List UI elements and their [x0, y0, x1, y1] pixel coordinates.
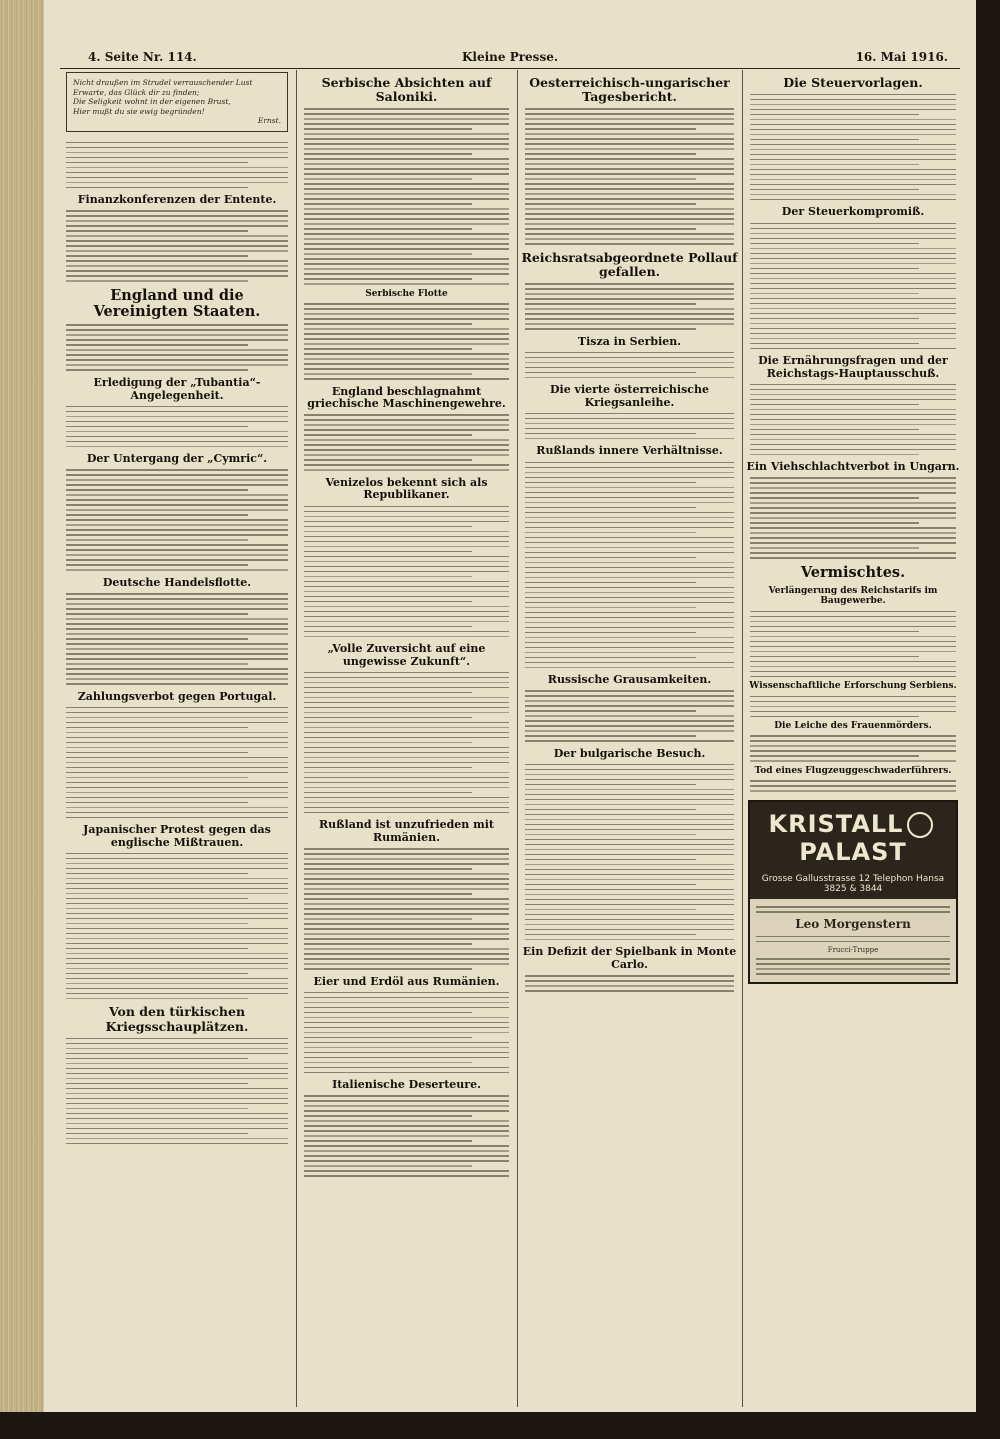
column-2 [300, 70, 513, 1407]
article-headline: Die Ernährungsfragen und der Reichstags-Hauptausschuß. [758, 354, 948, 380]
article-text [304, 414, 509, 471]
column-4 [746, 70, 960, 1407]
ad-logo [750, 802, 956, 872]
article-headline: Der bulgarische Besuch. [553, 746, 706, 760]
article-headline: Serbische Absichten auf Saloniki. [321, 75, 492, 105]
article-headline: Venizelos bekennt sich als Republikaner. [325, 475, 488, 502]
article-headline: England und die Vereinigten Staaten. [93, 286, 261, 321]
article-text [304, 303, 509, 380]
article-headline: Die Steuervorlagen. [783, 75, 923, 90]
article-text [66, 707, 288, 819]
article-text [66, 142, 288, 189]
article-headline: Die Leiche des Frauenmörders. [774, 721, 932, 731]
poem-author: Ernst. [257, 116, 281, 125]
column-divider [296, 70, 297, 1407]
page-edge-shadow [0, 1412, 1000, 1439]
ad-performer: Leo Morgenstern [795, 917, 911, 932]
header-rule [60, 68, 960, 69]
article-text [66, 593, 288, 685]
article-text [66, 324, 288, 371]
article-text [750, 735, 956, 762]
issue-date: 16. Mai 1916. [855, 50, 948, 64]
article-headline: Japanischer Protest gegen das englische Mißtrauen. [83, 823, 271, 849]
article-text [66, 469, 288, 571]
article-headline: Ein Defizit der Spielbank in Monte Carlo. [522, 945, 737, 971]
column-divider [517, 70, 518, 1407]
article-headline: Oesterreichisch-ungarischer Tagesbericht. [529, 75, 730, 105]
article-text [525, 283, 734, 330]
article-headline: Verlängerung des Reichstarifs im Baugewerbe. [768, 585, 938, 607]
article-text [525, 462, 734, 669]
ad-body [750, 899, 956, 983]
article-text [525, 975, 734, 992]
article-text [525, 413, 734, 440]
column-3 [521, 70, 738, 1407]
article-text [750, 223, 956, 350]
article-text [304, 108, 509, 285]
article-headline: Der Untergang der „Cymric“. [86, 452, 268, 466]
ad-logo-emblem [907, 812, 933, 838]
poem-line: Nicht draußen im Strudel verrauschender Lust [73, 78, 253, 87]
article-text [304, 848, 509, 970]
column-divider [742, 70, 743, 1407]
poem-box [66, 72, 288, 132]
article-text [750, 696, 956, 718]
article-text [304, 1095, 509, 1177]
article-text [750, 384, 956, 456]
article-headline: Ein Viehschlachtverbot in Ungarn. [746, 460, 960, 474]
article-text [525, 108, 734, 245]
article-text [750, 780, 956, 792]
newspaper-name: Kleine Presse. [461, 50, 559, 64]
article-text [525, 690, 734, 742]
article-headline: Von den türkischen Kriegsschauplätzen. [105, 1004, 249, 1034]
article-text [750, 477, 956, 559]
article-text [66, 406, 288, 448]
article-headline: Wissenschaftliche Erforschung Serbiens. [749, 681, 957, 692]
article-text [750, 611, 956, 678]
article-headline: Reichsratsabgeordnete Pollauf gefallen. [521, 249, 738, 280]
article-headline: Der Steuerkompromiß. [781, 205, 925, 219]
article-text [750, 94, 956, 201]
page-number: 4. Seite Nr. 114. [88, 50, 197, 64]
article-headline: Erledigung der „Tubantia“-Angelegenheit. [93, 375, 261, 402]
article-text [525, 352, 734, 379]
article-headline: Zahlungsverbot gegen Portugal. [77, 689, 277, 703]
article-text [66, 1038, 288, 1145]
ad-address: Grosse Gallusstrasse 12 Telephon Hansa 3825 & 3844 [750, 872, 956, 899]
article-text [66, 210, 288, 282]
article-headline: Vermischtes. [800, 563, 906, 581]
poem-line: Die Seligkeit wohnt in der eigenen Brust, [73, 97, 231, 106]
ad-logo-right: PALAST [799, 837, 907, 866]
article-text [66, 853, 288, 1000]
article-headline: Russische Grausamkeiten. [547, 673, 712, 687]
article-text [525, 764, 734, 941]
article-headline: Rußland ist unzufrieden mit Rumänien. [319, 818, 494, 845]
article-headline: „Volle Zuversicht auf eine ungewisse Zukunft“. [327, 642, 486, 668]
article-headline: Deutsche Handelsflotte. [102, 575, 252, 589]
page-edge-shadow [976, 0, 1000, 1439]
article-headline: Eier und Erdöl aus Rumänien. [313, 974, 500, 988]
article-text [304, 506, 509, 638]
article-headline: Tisza in Serbien. [577, 334, 682, 348]
column-1 [62, 70, 292, 1407]
article-headline: Finanzkonferenzen der Entente. [77, 193, 277, 206]
article-text [304, 672, 509, 814]
article-headline: Italienische Deserteure. [332, 1078, 481, 1092]
article-headline: Die vierte österreichische Kriegsanleihe. [550, 383, 709, 409]
book-binding [0, 0, 44, 1439]
poem-line: Erwarte, das Glück dir zu finden; [73, 87, 200, 97]
article-headline: Tod eines Flugzeuggeschwaderführers. [754, 765, 952, 776]
article-text [304, 992, 509, 1074]
article-headline: England beschlagnahmt griechische Maschinengewehre. [307, 384, 506, 411]
ad-logo-left: KRISTALL [768, 809, 904, 838]
kristall-palast-advertisement [748, 800, 958, 985]
ad-troupe: Frucci-Truppe [827, 945, 879, 954]
article-headline: Serbische Flotte [365, 288, 448, 299]
article-headline: Rußlands innere Verhältnisse. [536, 444, 723, 458]
poem-line: Hier mußt du sie ewig begründen! [73, 106, 205, 116]
